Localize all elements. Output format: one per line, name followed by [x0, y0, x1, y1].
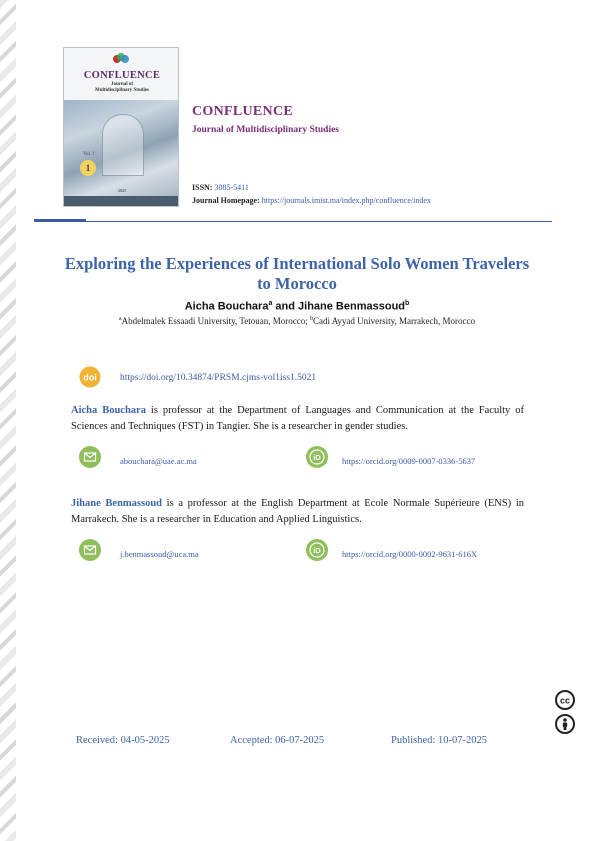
cover-year: 2025 — [118, 188, 126, 193]
cover-volume-label: Vol. 1 — [83, 152, 95, 157]
issn-value: 3085-5411 — [214, 183, 249, 192]
email-icon — [79, 446, 101, 468]
journal-logo-icon — [112, 52, 130, 66]
author-bio — [71, 496, 524, 528]
bio-author-name: Aicha Bouchara — [71, 405, 146, 416]
orcid-icon — [306, 539, 328, 561]
bio-text: is professor at the Department of Languages and Communication at the Faculty of Sciences and Techniques (FST) in Tangier. She is a researcher in gender studies. — [71, 405, 524, 432]
issn-label: ISSN: — [192, 183, 213, 192]
cover-arch-graphic — [102, 114, 144, 176]
creative-commons-icon[interactable] — [555, 690, 575, 710]
orcid-link[interactable]: https://orcid.org/0009-0007-0336-5637 — [342, 456, 476, 466]
cover-title: CONFLUENCE — [83, 70, 161, 81]
email-link[interactable]: j.benmassoud@uca.ma — [120, 549, 199, 559]
author-name: Aicha Bouchara — [184, 300, 269, 313]
affiliation-mark: a — [118, 316, 122, 322]
bio-text: is a professor at the English Department at Ecole Normale Supérieure (ENS) in Marrakech. She is a researcher in Education and Applied Linguistics. — [71, 498, 524, 525]
cover-footer-band — [64, 196, 179, 207]
published-date: Published: 10-07-2025 — [391, 735, 487, 746]
svg-text:doi: doi — [83, 372, 97, 383]
journal-name: CONFLUENCE — [192, 104, 294, 119]
cover-issue-badge: 1 — [80, 160, 96, 176]
header-rule — [86, 221, 552, 222]
author-affiliation-mark: a — [268, 300, 273, 307]
affiliation-text: Abdelmalek Essaadi University, Tetouan, Morocco; — [121, 316, 310, 326]
cover-subtitle-line1: Journal of — [110, 82, 134, 87]
cover-subtitle-line2: Multidisciplinary Studies — [94, 88, 150, 93]
orcid-icon — [306, 446, 328, 468]
homepage-link[interactable]: https://journals.imist.ma/index.php/confluence/index — [261, 196, 431, 205]
authors-separator: and — [272, 300, 299, 313]
journal-homepage-line — [192, 196, 431, 205]
header-rule-accent — [34, 219, 86, 222]
svg-text:iD: iD — [313, 546, 321, 555]
svg-text:cc: cc — [559, 695, 571, 706]
article-title: Exploring the Experiences of International Solo Women Travelers to Morocco — [64, 254, 530, 293]
received-date: Received: 04-05-2025 — [76, 735, 170, 746]
attribution-icon[interactable] — [555, 714, 575, 734]
decorative-margin-pattern — [0, 0, 16, 841]
affiliation-mark: b — [309, 316, 313, 322]
author-bio — [71, 403, 524, 435]
author-line — [64, 300, 530, 313]
journal-cover-image — [63, 47, 179, 207]
orcid-link[interactable]: https://orcid.org/0000-0002-9631-616X — [342, 549, 478, 559]
journal-subtitle: Journal of Multidisciplinary Studies — [192, 125, 340, 135]
affiliations-line — [64, 316, 530, 326]
email-link[interactable]: abouchara@uae.ac.ma — [120, 456, 197, 466]
doi-icon — [78, 366, 102, 388]
author-affiliation-mark: b — [405, 300, 410, 307]
homepage-label: Journal Homepage: — [192, 196, 260, 205]
doi-link[interactable]: https://doi.org/10.34874/PRSM.cjms-vol1iss1.5021 — [120, 373, 317, 383]
cover-artwork — [64, 100, 179, 196]
accepted-date: Accepted: 06-07-2025 — [230, 735, 325, 746]
affiliation-text: Cadi Ayyad University, Marrakech, Morocco — [312, 316, 476, 326]
email-icon — [79, 539, 101, 561]
svg-text:iD: iD — [313, 453, 321, 462]
issn-line — [192, 183, 249, 192]
bio-author-name: Jihane Benmassoud — [71, 498, 163, 509]
author-name: Jihane Benmassoud — [298, 300, 406, 313]
cover-subtitle — [64, 82, 179, 94]
